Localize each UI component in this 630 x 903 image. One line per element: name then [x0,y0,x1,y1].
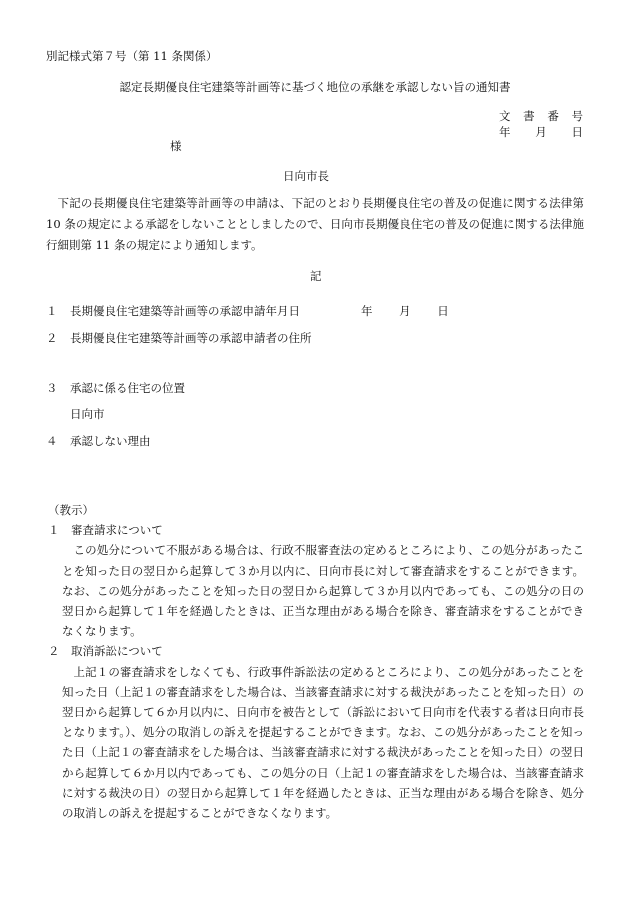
item-3 [46,380,185,396]
item-4-number: ４ [46,434,58,448]
item-3-value: 日向市 [70,407,105,421]
item-4-label: 承認しない理由 [70,434,151,448]
item-1-number: １ [46,304,58,318]
item-1-value: 年 月 日 [361,304,449,318]
notice-section-2-text: 上記１の審査請求をしなくても、行政事件訴訟法の定めるところにより、この処分があったことを知った日（上記１の審査請求をした場合は、当該審査請求に対する裁決があったことを知った日）の翌日から起算して６か月以内に、日向市を被告として（訴訟において日向市を代表する者は日向市長となります。）、処分の取消しの訴えを提起することができます。なお、この処分があったことを知った日（上記１の審査請求をした場合は、当該審査請求に対する裁決があったことを知った日）の翌日から起算して６か月以内であっても、この処分の日（上記１の審査請求をした場合は、当該審査請求に対する裁決の日）の翌日から起算して１年を経過したときは、正当な理由がある場合を除き、処分の取消しの訴えを提起することができなくなります。 [62,664,584,821]
body-text: 下記の長期優良住宅建築等計画等の申請は、下記のとおり長期優良住宅の普及の促進に関する法律第 10 条の規定による承認をしないこととしましたので、日向市長期優良住宅の普及の促進に関する法律施行細則第 11 条の規定により通知します。 [46,196,584,252]
date-label: 年 月 日 [499,125,583,139]
item-2-label: 長期優良住宅建築等計画等の承認申請者の住所 [70,331,312,345]
addressee-suffix: 様 [170,139,182,153]
item-1 [46,303,449,319]
ki-label: 記 [310,269,322,283]
item-3-label: 承認に係る住宅の位置 [70,381,185,395]
sender: 日向市長 [283,169,329,183]
item-4 [46,433,151,449]
notice-heading: （教示） [48,503,94,517]
notice-section-1-title: １ 審査請求について [48,523,163,538]
notice-section [48,500,584,823]
document-title: 認定長期優良住宅建築等計画等に基づく地位の承継を承認しない旨の通知書 [119,80,511,94]
notice-section-1-text: この処分について不服がある場合は、行政不服審査法の定めるところにより、この処分があったことを知った日の翌日から起算して３か月以内に、日向市長に対して審査請求をすることができます。なお、この処分があったことを知った日の翌日から起算して３か月以内であっても、この処分の日の翌日から起算して１年を経過したときは、正当な理由がある場合を除き、審査請求をすることができなくなります。 [62,543,584,639]
document-number-label: 文 書 番 号 [499,109,583,123]
item-2-number: ２ [46,331,58,345]
item-3-number: ３ [46,381,58,395]
document-number-block [499,108,583,140]
item-1-label: 長期優良住宅建築等計画等の承認申請年月日 [70,304,300,318]
form-label: 別記様式第７号（第 11 条関係） [46,49,218,63]
item-2 [46,330,312,346]
notice-section-2-title: ２ 取消訴訟について [48,644,163,659]
